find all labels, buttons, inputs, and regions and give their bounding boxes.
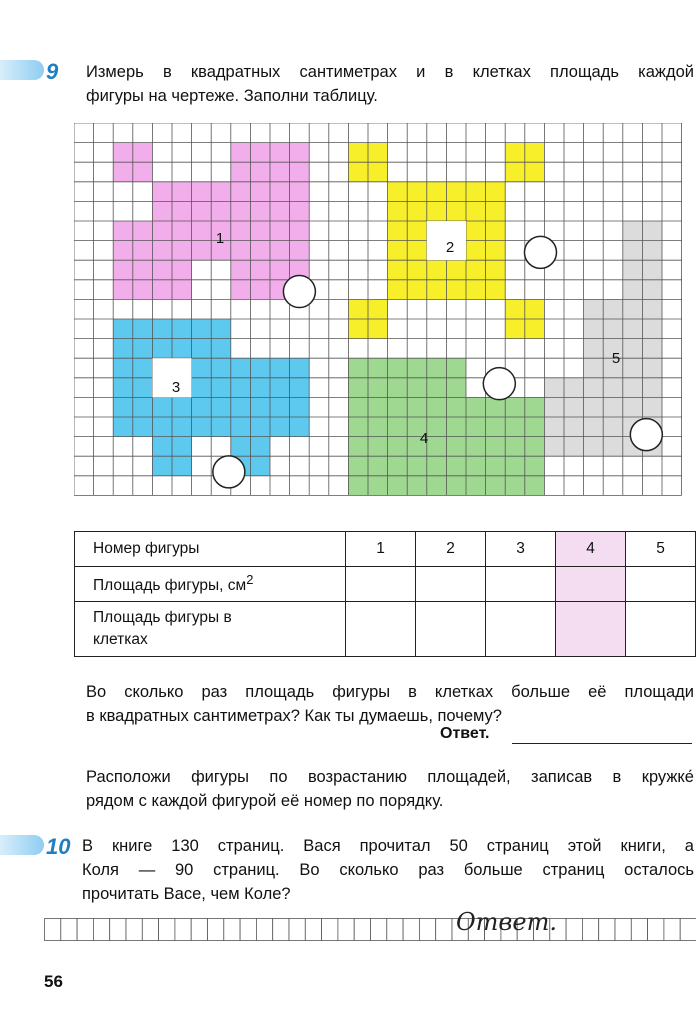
answer-cell[interactable]	[208, 919, 224, 941]
answer-cell[interactable]	[77, 919, 93, 941]
answer-cell[interactable]	[648, 919, 664, 941]
row-header-area-cells-line-2: клетках	[93, 631, 148, 648]
question-line-1: Во сколько раз площадь фигуры в клетках больше её площади	[86, 683, 694, 701]
squared-sup: 2	[246, 572, 254, 588]
question-line-2: в квадратных сантиметрах? Как ты думаешь, почему?	[86, 707, 502, 725]
answer-label: Ответ.	[440, 725, 490, 742]
answer-cell[interactable]	[582, 919, 598, 941]
answer-cell[interactable]	[403, 919, 419, 941]
task-10-text-line-3: прочитать Васе, чем Коле?	[82, 885, 291, 903]
figure-number-5: 5	[626, 532, 696, 567]
answer-cell[interactable]	[110, 919, 126, 941]
task-10-text-line-2: Коля — 90 страниц. Во сколько раз больше страниц осталось	[82, 861, 694, 879]
area-cells-cell-5[interactable]	[626, 602, 696, 657]
answer-cell[interactable]	[615, 919, 631, 941]
answer-cell[interactable]	[61, 919, 77, 941]
task-10-marker	[0, 835, 44, 855]
answer-cell[interactable]	[371, 919, 387, 941]
answer-cell[interactable]	[599, 919, 615, 941]
figure-number-2: 2	[416, 532, 486, 567]
answer-cell[interactable]	[240, 919, 256, 941]
row-header-area-cells	[75, 602, 346, 657]
answer-cell[interactable]	[224, 919, 240, 941]
table-row	[75, 532, 696, 567]
grid-drawing	[74, 123, 694, 509]
task-9-number: 9	[46, 59, 59, 84]
answer-circle-1	[283, 276, 315, 308]
figure-2-label: 2	[445, 239, 455, 256]
answer-cell[interactable]	[191, 919, 207, 941]
task-9-marker	[0, 60, 44, 80]
figure-3-label: 3	[171, 379, 181, 396]
answer-cell[interactable]	[664, 919, 680, 941]
answer-cell[interactable]	[305, 919, 321, 941]
page-number: 56	[44, 972, 63, 991]
answer-cell[interactable]	[631, 919, 647, 941]
table-row	[75, 567, 696, 602]
area-cells-cell-2[interactable]	[416, 602, 486, 657]
figure-grid	[74, 123, 694, 509]
figure-number-4: 4	[556, 532, 626, 567]
answer-cell[interactable]	[436, 919, 452, 941]
answer-cell[interactable]	[354, 919, 370, 941]
figure-number-1: 1	[346, 532, 416, 567]
area-cm2-cell-3[interactable]	[486, 567, 556, 602]
area-cells-cell-1[interactable]	[346, 602, 416, 657]
task-9-text-line-2: фигуры на чертеже. Заполни таблицу.	[86, 87, 378, 105]
answer-circle-2	[524, 236, 556, 268]
figure-5-label: 5	[611, 350, 621, 367]
answer-cells-row[interactable]	[44, 918, 696, 942]
figure-4-label: 4	[419, 430, 429, 447]
area-cm2-cell-5[interactable]	[626, 567, 696, 602]
answer-cell[interactable]	[273, 919, 289, 941]
answer-cell[interactable]	[289, 919, 305, 941]
handwritten-answer: Ответ.	[456, 908, 557, 936]
answer-cell[interactable]	[175, 919, 191, 941]
area-cm2-cell-2[interactable]	[416, 567, 486, 602]
area-cells-cell-4[interactable]	[556, 602, 626, 657]
answer-cell[interactable]	[322, 919, 338, 941]
answer-cell[interactable]	[338, 919, 354, 941]
answer-cell[interactable]	[159, 919, 175, 941]
area-cm2-cell-4[interactable]	[556, 567, 626, 602]
answer-cell[interactable]	[566, 919, 582, 941]
task-10-number: 10	[46, 834, 71, 859]
answer-cell[interactable]	[126, 919, 142, 941]
row-header-area-cells-line-1: Площадь фигуры в	[93, 609, 232, 626]
answer-cell[interactable]	[256, 919, 272, 941]
answer-cell[interactable]	[93, 919, 109, 941]
task-10-text-line-1: В книге 130 страниц. Вася прочитал 50 страниц этой книги, а	[82, 837, 694, 855]
row-header-area-cm2-text: Площадь фигуры, см	[93, 577, 247, 595]
answer-cell[interactable]	[680, 919, 696, 941]
row-header-figure-number: Номер фигуры	[75, 532, 346, 567]
instruction-line-2: рядом с каждой фигурой её номер по порядку.	[86, 792, 444, 810]
area-cells-cell-3[interactable]	[486, 602, 556, 657]
task-9-text-line-1: Измерь в квадратных сантиметрах и в клетках площадь каждой	[86, 63, 694, 81]
answer-line[interactable]	[512, 743, 692, 744]
table-row	[75, 602, 696, 657]
answer-circle-5	[630, 419, 662, 451]
instruction-line-1: Расположи фигуры по возрастанию площадей, записав в кружке́	[86, 768, 694, 786]
figure-number-3: 3	[486, 532, 556, 567]
answer-cell[interactable]	[45, 919, 61, 941]
area-table	[74, 531, 696, 657]
answer-cell[interactable]	[142, 919, 158, 941]
answer-circle-3	[213, 456, 245, 488]
row-header-area-cm2	[75, 567, 346, 602]
area-cm2-cell-1[interactable]	[346, 567, 416, 602]
figure-1-label: 1	[215, 230, 225, 247]
answer-cell[interactable]	[387, 919, 403, 941]
answer-cell[interactable]	[419, 919, 435, 941]
answer-circle-4	[483, 368, 515, 400]
